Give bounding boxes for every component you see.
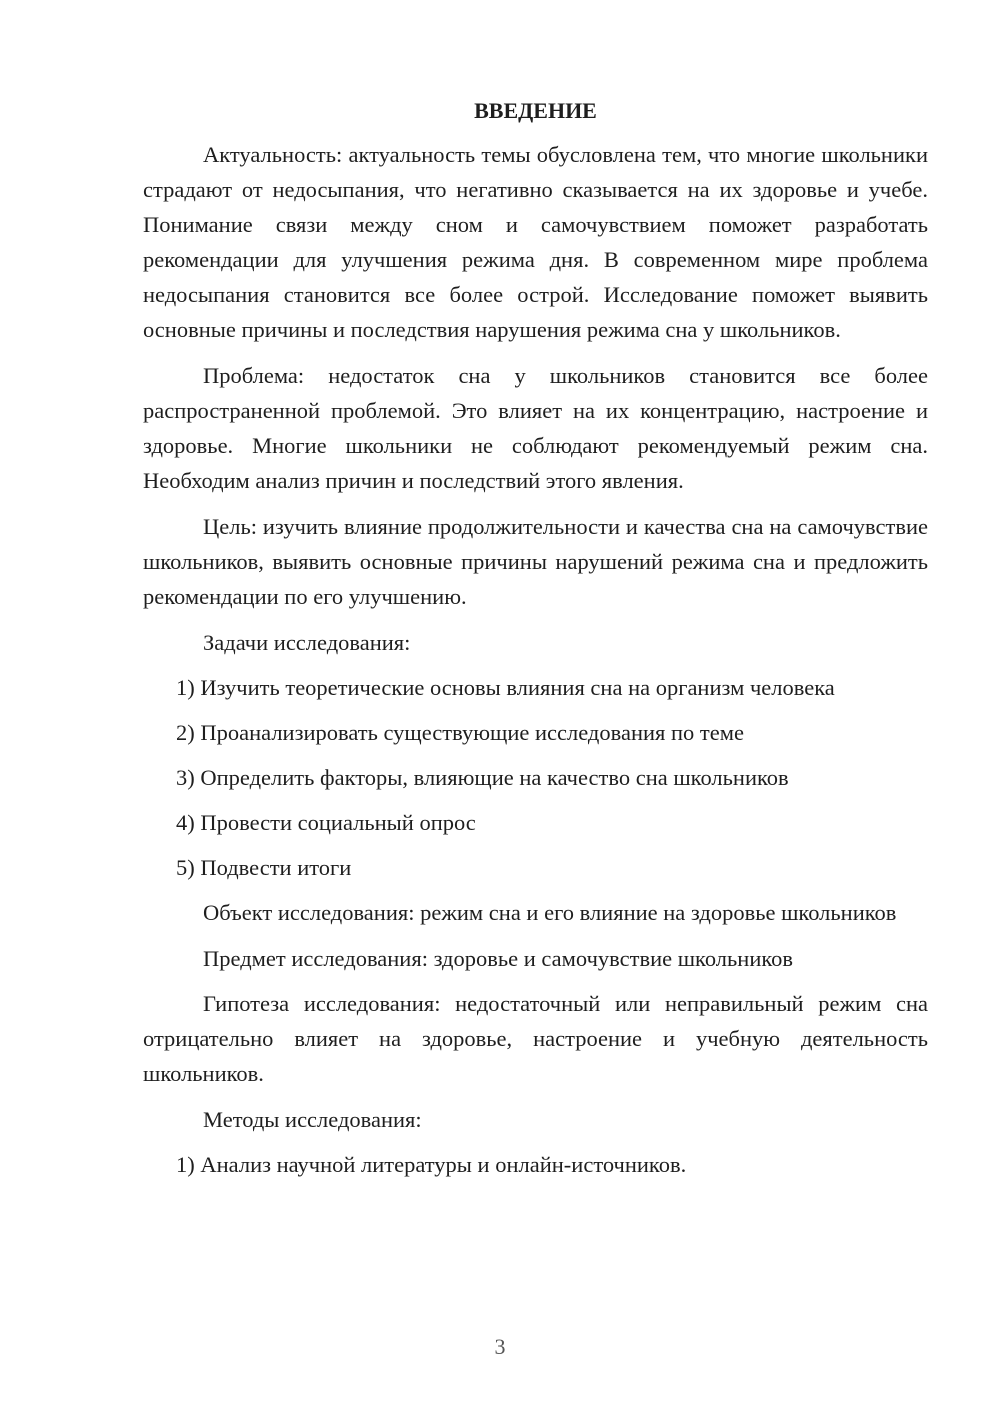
- list-item: 2) Проанализировать существующие исследования по теме: [176, 720, 744, 745]
- list-item: 4) Провести социальный опрос: [176, 810, 476, 835]
- relevance-paragraph: Актуальность: актуальность темы обусловлена тем, что многие школьники страдают от недосыпания, что негативно сказывается на их здоровье и учебе. Понимание связи между сном и самочувствием поможет разработать рекомендации для улучшения режима дня. В современном мире проблема недосыпания становится все более острой. Исследование поможет выявить основные причины и последствия нарушения режима сна у школьников.: [143, 142, 928, 342]
- page-title: ВВЕДЕНИЕ: [474, 98, 597, 123]
- page-number: 3: [494, 1334, 506, 1359]
- subject-paragraph: Предмет исследования: здоровье и самочувствие школьников: [203, 946, 794, 971]
- list-item: 5) Подвести итоги: [176, 855, 352, 880]
- list-item: 1) Анализ научной литературы и онлайн-источников.: [176, 1152, 687, 1177]
- methods-list: [143, 1147, 928, 1182]
- tasks-list: [143, 670, 928, 885]
- object-paragraph: Объект исследования: режим сна и его влияние на здоровье школьников: [203, 900, 897, 925]
- problem-paragraph: Проблема: недостаток сна у школьников становится все более распространенной проблемой. Это влияет на их концентрацию, настроение и здоровье. Многие школьники не соблюдают рекомендуемый режим сна. Необходим анализ причин и последствий этого явления.: [143, 363, 928, 493]
- document-page: [143, 95, 928, 1192]
- hypothesis-paragraph: Гипотеза исследования: недостаточный или неправильный режим сна отрицательно влияет на здоровье, настроение и учебную деятельность школьников.: [143, 991, 928, 1086]
- goal-paragraph: Цель: изучить влияние продолжительности и качества сна на самочувствие школьников, выявить основные причины нарушений режима сна и предложить рекомендации по его улучшению.: [143, 514, 928, 609]
- methods-heading: Методы исследования:: [203, 1107, 422, 1132]
- list-item: 3) Определить факторы, влияющие на качество сна школьников: [176, 765, 789, 790]
- list-item: 1) Изучить теоретические основы влияния сна на организм человека: [176, 675, 835, 700]
- tasks-heading: Задачи исследования:: [203, 630, 411, 655]
